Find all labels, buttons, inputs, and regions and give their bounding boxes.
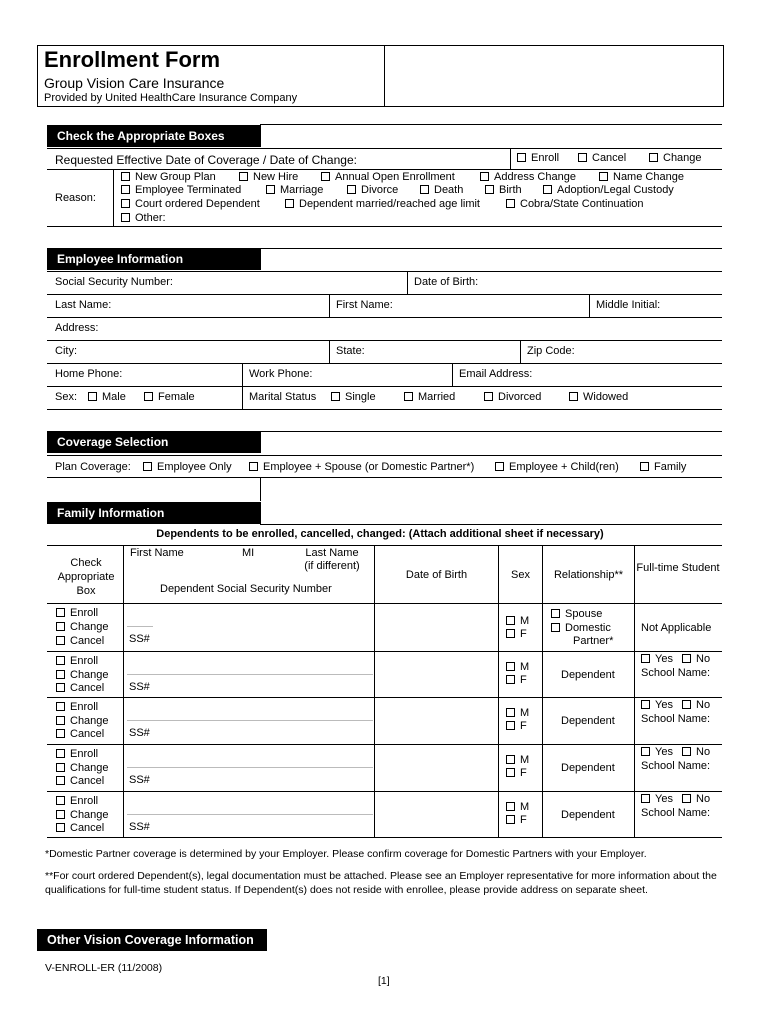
- divider: [47, 363, 722, 364]
- zip-field[interactable]: Zip Code:: [527, 345, 575, 357]
- reason-label: Reason:: [55, 192, 96, 204]
- checkbox-icon: [506, 721, 515, 730]
- divider: [47, 477, 722, 478]
- reason-employee-terminated[interactable]: Employee Terminated: [121, 184, 241, 196]
- divider: [452, 363, 453, 386]
- checkbox-icon: [56, 702, 65, 711]
- divider: [47, 340, 722, 341]
- checkbox-icon: [641, 654, 650, 663]
- divider: [47, 226, 722, 227]
- name-line: [127, 626, 153, 627]
- name-line: [127, 814, 373, 815]
- col-sex-header: Sex: [511, 569, 530, 581]
- sex-m-checkbox[interactable]: M: [506, 615, 529, 627]
- checkbox-icon: [485, 185, 494, 194]
- divider: [47, 271, 722, 272]
- sex-f-checkbox[interactable]: F: [506, 628, 527, 640]
- divider: [260, 431, 722, 432]
- checkbox-icon: [517, 153, 526, 162]
- checkbox-icon: [121, 213, 130, 222]
- col-ssn-header: Dependent Social Security Number: [160, 583, 332, 595]
- col-relationship-header: Relationship**: [553, 569, 624, 581]
- checkbox-icon: [56, 608, 65, 617]
- name-line: [127, 674, 373, 675]
- sex-f-checkbox[interactable]: F: [506, 674, 527, 686]
- checkbox-icon: [56, 823, 65, 832]
- checkbox-icon: [56, 656, 65, 665]
- row-enroll-checkbox[interactable]: Enroll: [56, 748, 98, 760]
- checkbox-icon: [56, 670, 65, 679]
- reason-address-change[interactable]: Address Change: [480, 171, 576, 183]
- checkbox-icon: [649, 153, 658, 162]
- checkbox-icon: [404, 392, 413, 401]
- form-id: V-ENROLL-ER (11/2008): [45, 962, 163, 974]
- first-name-field[interactable]: First Name:: [336, 299, 393, 311]
- reason-birth[interactable]: Birth: [485, 184, 522, 196]
- divider: [47, 409, 722, 410]
- ssn-label[interactable]: SS#: [129, 633, 150, 645]
- marital-divorced-checkbox[interactable]: Divorced: [484, 391, 541, 403]
- header-divider: [384, 45, 385, 106]
- dependent-label: Dependent: [561, 809, 615, 821]
- checkbox-icon: [506, 675, 515, 684]
- dependent-label: Dependent: [561, 715, 615, 727]
- checkbox-icon: [578, 153, 587, 162]
- other-coverage-heading: Other Vision Coverage Information: [37, 929, 267, 951]
- checkbox-icon: [266, 185, 275, 194]
- middle-initial-field[interactable]: Middle Initial:: [596, 299, 661, 311]
- checkbox-icon: [249, 462, 258, 471]
- divider: [260, 524, 722, 525]
- school-name-field[interactable]: School Name:: [641, 713, 711, 725]
- state-field[interactable]: State:: [336, 345, 365, 357]
- row-enroll-checkbox[interactable]: Enroll: [56, 795, 98, 807]
- ssn-label[interactable]: SS#: [129, 727, 150, 739]
- effective-date-label: Requested Effective Date of Coverage / Date of Change:: [55, 153, 357, 167]
- checkbox-icon: [56, 763, 65, 772]
- ssn-field[interactable]: Social Security Number:: [55, 276, 173, 288]
- marital-married-checkbox[interactable]: Married: [404, 391, 455, 403]
- court-ordered-note: **For court ordered Dependent(s), legal documentation must be attached. Please see an Employer representative for more information about the qualifications for full-time student status. If Dependent(s) does not reside with enrollee, please provide address on separate sheet.: [45, 870, 717, 896]
- row-change-checkbox[interactable]: Change: [56, 809, 109, 821]
- checkbox-icon: [506, 768, 515, 777]
- reason-dependent-married[interactable]: Dependent married/reached age limit: [285, 198, 480, 210]
- divider: [47, 169, 722, 170]
- sex-male-checkbox[interactable]: Male: [88, 391, 126, 403]
- plan-coverage-label: Plan Coverage:: [55, 461, 131, 473]
- student-no-checkbox[interactable]: No: [682, 793, 710, 805]
- name-line: [127, 767, 373, 768]
- row-change-checkbox[interactable]: Change: [56, 762, 109, 774]
- divider: [47, 545, 722, 546]
- col-check-header: Check Appropriate Box: [57, 557, 115, 597]
- divider: [113, 169, 114, 226]
- col-mi-header: MI: [242, 547, 255, 559]
- checkbox-icon: [543, 185, 552, 194]
- divider: [47, 317, 722, 318]
- checkbox-icon: [144, 392, 153, 401]
- checkbox-icon: [641, 700, 650, 709]
- ssn-label[interactable]: SS#: [129, 681, 150, 693]
- form-title: Enrollment Form: [44, 47, 221, 72]
- checkbox-icon: [56, 810, 65, 819]
- checkbox-icon: [641, 747, 650, 756]
- partner-label: Partner*: [573, 635, 614, 647]
- divider: [260, 248, 722, 249]
- enroll-checkbox[interactable]: Enroll: [517, 152, 559, 164]
- checkbox-icon: [682, 654, 691, 663]
- change-checkbox[interactable]: Change: [649, 152, 702, 164]
- student-no-checkbox[interactable]: No: [682, 746, 710, 758]
- marital-widowed-checkbox[interactable]: Widowed: [569, 391, 628, 403]
- table-row: [47, 603, 722, 651]
- work-phone-field[interactable]: Work Phone:: [249, 368, 313, 380]
- reason-new-group-plan[interactable]: New Group Plan: [121, 171, 216, 183]
- divider: [520, 340, 521, 363]
- employee-info-heading: Employee Information: [47, 248, 261, 270]
- divider: [510, 148, 511, 169]
- checkbox-icon: [506, 199, 515, 208]
- sex-m-checkbox[interactable]: M: [506, 801, 529, 813]
- checkbox-icon: [56, 776, 65, 785]
- dependent-label: Dependent: [561, 669, 615, 681]
- checkbox-icon: [56, 796, 65, 805]
- form-subtitle: Group Vision Care Insurance: [44, 75, 225, 91]
- coverage-family[interactable]: Family: [640, 461, 686, 473]
- row-change-checkbox[interactable]: Change: [56, 669, 109, 681]
- student-no-checkbox[interactable]: No: [682, 699, 710, 711]
- page-number: [1]: [378, 975, 390, 987]
- checkbox-icon: [56, 622, 65, 631]
- coverage-employee-spouse[interactable]: Employee + Spouse (or Domestic Partner*): [249, 461, 474, 473]
- checkbox-icon: [682, 747, 691, 756]
- col-dob-header: Date of Birth: [405, 569, 468, 581]
- row-cancel-checkbox[interactable]: Cancel: [56, 682, 104, 694]
- divider: [589, 294, 590, 317]
- reason-court-ordered-dependent[interactable]: Court ordered Dependent: [121, 198, 260, 210]
- reason-adoption[interactable]: Adoption/Legal Custody: [543, 184, 674, 196]
- provider-text: Provided by United HealthCare Insurance Company: [44, 92, 298, 104]
- checkbox-icon: [56, 749, 65, 758]
- sex-label: Sex:: [55, 391, 78, 403]
- checkbox-icon: [480, 172, 489, 181]
- row-cancel-checkbox[interactable]: Cancel: [56, 728, 104, 740]
- family-instructions: Dependents to be enrolled, cancelled, changed: (Attach additional sheet if necessary): [156, 528, 604, 540]
- student-no-checkbox[interactable]: No: [682, 653, 710, 665]
- col-first-name-header: First Name: [130, 547, 184, 559]
- marital-status-label: Marital Status: [249, 391, 317, 403]
- divider: [260, 477, 261, 501]
- checkbox-icon: [506, 802, 515, 811]
- divider: [407, 271, 408, 294]
- name-line: [127, 720, 373, 721]
- checkbox-icon: [331, 392, 340, 401]
- row-cancel-checkbox[interactable]: Cancel: [56, 822, 104, 834]
- dependent-label: Dependent: [561, 762, 615, 774]
- checkbox-icon: [569, 392, 578, 401]
- checkbox-icon: [506, 815, 515, 824]
- school-name-field[interactable]: School Name:: [641, 667, 711, 679]
- checkbox-icon: [506, 755, 515, 764]
- divider: [260, 124, 722, 125]
- sex-m-checkbox[interactable]: M: [506, 661, 529, 673]
- checkbox-icon: [121, 199, 130, 208]
- row-enroll-checkbox[interactable]: Enroll: [56, 701, 98, 713]
- school-name-field[interactable]: School Name:: [641, 807, 711, 819]
- student-yes-checkbox[interactable]: Yes: [641, 793, 673, 805]
- dob-field[interactable]: Date of Birth:: [414, 276, 479, 288]
- reason-annual-open-enrollment[interactable]: Annual Open Enrollment: [321, 171, 455, 183]
- reason-divorce[interactable]: Divorce: [347, 184, 398, 196]
- family-info-heading: Family Information: [47, 502, 261, 524]
- row-enroll-checkbox[interactable]: Enroll: [56, 655, 98, 667]
- sex-f-checkbox[interactable]: F: [506, 720, 527, 732]
- reason-other[interactable]: Other:: [121, 212, 166, 224]
- table-row: [47, 791, 722, 837]
- home-phone-field[interactable]: Home Phone:: [55, 368, 123, 380]
- checkbox-icon: [321, 172, 330, 181]
- student-yes-checkbox[interactable]: Yes: [641, 653, 673, 665]
- table-row: [47, 697, 722, 744]
- reason-death[interactable]: Death: [420, 184, 463, 196]
- domestic-partner-checkbox[interactable]: Domestic: [551, 622, 611, 634]
- divider: [47, 455, 722, 456]
- divider: [47, 386, 722, 387]
- marital-single-checkbox[interactable]: Single: [331, 391, 376, 403]
- row-cancel-checkbox[interactable]: Cancel: [56, 775, 104, 787]
- checkbox-icon: [56, 636, 65, 645]
- checkbox-icon: [56, 716, 65, 725]
- row-enroll-checkbox[interactable]: Enroll: [56, 607, 98, 619]
- table-row: [47, 744, 722, 791]
- divider: [47, 294, 722, 295]
- col-last-name-header: Last Name (if different): [304, 547, 360, 572]
- checkbox-icon: [239, 172, 248, 181]
- reason-marriage[interactable]: Marriage: [266, 184, 323, 196]
- divider: [47, 148, 722, 149]
- checkbox-icon: [506, 662, 515, 671]
- checkbox-icon: [88, 392, 97, 401]
- cancel-checkbox[interactable]: Cancel: [578, 152, 626, 164]
- reason-cobra[interactable]: Cobra/State Continuation: [506, 198, 644, 210]
- checkbox-icon: [682, 794, 691, 803]
- checkbox-icon: [121, 172, 130, 181]
- checkbox-icon: [640, 462, 649, 471]
- row-change-checkbox[interactable]: Change: [56, 621, 109, 633]
- checkbox-icon: [506, 629, 515, 638]
- reason-name-change[interactable]: Name Change: [599, 171, 684, 183]
- student-yes-checkbox[interactable]: Yes: [641, 699, 673, 711]
- section-check-boxes-heading: Check the Appropriate Boxes: [47, 125, 261, 147]
- checkbox-icon: [56, 729, 65, 738]
- ssn-label[interactable]: SS#: [129, 774, 150, 786]
- sex-f-checkbox[interactable]: F: [506, 767, 527, 779]
- sex-m-checkbox[interactable]: M: [506, 754, 529, 766]
- checkbox-icon: [143, 462, 152, 471]
- sex-f-checkbox[interactable]: F: [506, 814, 527, 826]
- col-student-header: Full-time Student: [636, 562, 720, 574]
- divider: [329, 340, 330, 363]
- sex-female-checkbox[interactable]: Female: [144, 391, 195, 403]
- checkbox-icon: [551, 623, 560, 632]
- last-name-field[interactable]: Last Name:: [55, 299, 112, 311]
- spouse-checkbox[interactable]: Spouse: [551, 608, 602, 620]
- divider: [47, 837, 722, 838]
- sex-m-checkbox[interactable]: M: [506, 707, 529, 719]
- checkbox-icon: [420, 185, 429, 194]
- email-field[interactable]: Email Address:: [459, 368, 533, 380]
- checkbox-icon: [56, 683, 65, 692]
- checkbox-icon: [347, 185, 356, 194]
- not-applicable-label: Not Applicable: [641, 622, 712, 634]
- checkbox-icon: [641, 794, 650, 803]
- row-cancel-checkbox[interactable]: Cancel: [56, 635, 104, 647]
- coverage-employee-children[interactable]: Employee + Child(ren): [495, 461, 619, 473]
- row-change-checkbox[interactable]: Change: [56, 715, 109, 727]
- student-yes-checkbox[interactable]: Yes: [641, 746, 673, 758]
- school-name-field[interactable]: School Name:: [641, 760, 711, 772]
- checkbox-icon: [682, 700, 691, 709]
- domestic-partner-note: *Domestic Partner coverage is determined by your Employer. Please confirm coverage for Domestic Partners with your Employer.: [45, 848, 647, 860]
- reason-new-hire[interactable]: New Hire: [239, 171, 298, 183]
- checkbox-icon: [599, 172, 608, 181]
- checkbox-icon: [551, 609, 560, 618]
- checkbox-icon: [506, 616, 515, 625]
- coverage-selection-heading: Coverage Selection: [47, 431, 261, 453]
- checkbox-icon: [495, 462, 504, 471]
- coverage-employee-only[interactable]: Employee Only: [143, 461, 232, 473]
- divider: [329, 294, 330, 317]
- ssn-label[interactable]: SS#: [129, 821, 150, 833]
- checkbox-icon: [285, 199, 294, 208]
- city-field[interactable]: City:: [55, 345, 77, 357]
- checkbox-icon: [506, 708, 515, 717]
- checkbox-icon: [484, 392, 493, 401]
- checkbox-icon: [121, 185, 130, 194]
- table-row: [47, 651, 722, 697]
- address-field[interactable]: Address:: [55, 322, 99, 334]
